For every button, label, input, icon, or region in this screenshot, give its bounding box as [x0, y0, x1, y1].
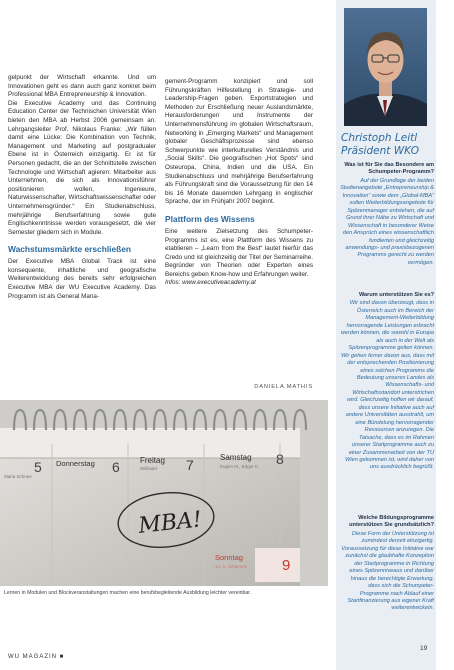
section-heading-growth-markets: Wachstumsmärkte erschließen — [8, 244, 132, 255]
calendar-day-sub: 14. n. Johannes — [215, 564, 248, 569]
calendar-day-number: 6 — [112, 459, 120, 475]
answer: Auf der Grundlage der beiden Studienangebote „Entrepreneurship & Innovation“ sowie dem „Global-MBA“ sollen Weiterbildungsangebote für Spitzenmanager entstehen, die auf Grund ihrer Nähe zu Wirtschaft und Wissenschaft in besonderer Weise den Ansprüch eines wissenschaftlich fundierten und gleichzeitig anwendungs- und praxisbezogenen Programms gerecht zu werden vermögen. — [340, 177, 434, 266]
question: Welche Bildungsprogramme unterstützen Sie grundsätzlich? — [349, 515, 434, 529]
answer: Diese Form der Unterstützung ist zumindest derzeit einzigartig. Voraussetzung für diese Initiative war zunächst die glaubhafte Konzeption der Startprogramme in Richtung eines Spitzenniveaus und darüber hinaus die berechtigte Erwartung, dass sich die Schumpeter-Programme nach Ablauf einer Startfinanzierung aus eigener Kraft weiterentwickeln. — [341, 530, 434, 612]
qa-block-1 — [340, 162, 434, 267]
calendar-day-sub: Maria Schnee — [4, 474, 32, 479]
calendar-illustration — [0, 400, 328, 586]
infos-link[interactable]: www.executiveacademy.at — [182, 279, 256, 287]
paragraph: Eine weitere Zielsetzung des Schumpeter-Programms ist es, eine Plattform des Wissens zu etablieren – „Learn from the Best“ lautet hierfür das Credo und ist gleichzeitig der Titel der Seminarreihe. Begründer von Theorien oder Experten eines Bereichs geben Know-how und Erfahrungen weiter. — [165, 227, 313, 278]
paragraph: Die Executive Academy und das Continuing Education Center der Technischen Universität Wien bieten den MBA ab Herbst 2006 gemeinsam an. Lehrgangsleiter Prof. Nikolaus Franke: „Wir füllen damit eine Lücke: Die Kombination von Technik, Management und Marketing auf postgradualer Ebene ist in Österreich einzigartig. Er ist für Personen gedacht, die an der Schnittstelle zwischen Technologie und Wirtschaft agieren: Mitarbeiter aus Unternehmen, die sich als Innovationsführer positionieren wollen, Ingenieure, Naturwissenschafter, Wirtschaftswissenschafter oder Unternehmensgründer.“ Ein Studienabschluss, mehrjährige Berufserfahrung sowie gute Englischkenntnisse werden vorausgesetzt, die vier Semester gliedern sich in Module. — [8, 99, 156, 236]
interviewee-name — [341, 132, 433, 157]
footer-square-icon: ■ — [59, 654, 65, 660]
paragraph: gelpunkt der Wirtschaft erkannte. Und um Innovationen geht es dann auch ganz konkret beim Professional MBA Entrepreneurship & Innovation. — [8, 74, 156, 99]
paragraph: Der Executive MBA Global Track ist eine konsequente, inhaltliche und geografische Weiterentwicklung des bereits sehr erfolgreichen Executive MBA der WU Executive Academy. Das Programm ist als General Mana- — [8, 258, 156, 300]
question: Was ist für Sie das Besondere am Schumpeter-Programm? — [344, 162, 434, 176]
calendar-day-number: 8 — [276, 451, 284, 467]
interviewee-title: Präsident WKO — [341, 144, 419, 157]
magazine-name: WU MAGAZIN — [8, 654, 57, 660]
infos-line — [165, 279, 313, 288]
section-heading-platform: Plattform des Wissens — [165, 213, 255, 224]
interviewee-name-line: Christoph Leitl — [341, 132, 418, 144]
calendar-day-number: 7 — [186, 457, 194, 473]
calendar-day-sub: Willibald — [140, 466, 157, 471]
calendar-day-name: Samstag — [220, 453, 252, 462]
author-byline: DANIELA MATHIS — [254, 384, 313, 390]
page-number: 19 — [420, 645, 428, 652]
portrait-photo — [344, 8, 427, 126]
calendar-day-sub: Eugen III., Edgar K. — [220, 464, 260, 469]
calendar-day-number: 9 — [282, 557, 291, 574]
calendar-photo — [0, 400, 328, 586]
qa-block-3 — [340, 515, 434, 613]
calendar-day-name: Donnerstag — [56, 459, 95, 468]
question: Warum unterstützen Sie es? — [358, 292, 434, 298]
photo-caption: Lernen in Modulen und Blockveranstaltungen machen eine berufsbegleitende Ausbildung leichter vereinbar. — [4, 590, 252, 596]
magazine-footer — [8, 654, 64, 660]
article-column-2 — [165, 78, 313, 288]
answer: Wir sind davon überzeugt, dass in Österreich auch im Bereich der Management-Weiterbildung hervorragende Leistungen erbracht werden können, die sowohl in Europa als auch in der Welt als Spitzenprogramme gelten können. Wir gehen ferner davon aus, dass mit der entsprechenden Positionierung eines solchen Programms die Bedeutung unseres Landes als Wissenschafts- und Wirtschaftsstandort unterstrichen wird. Gleichzeitig hoffen wir darauf, dass unsere Initiative auch auf andere Universitäten ausstrahlt, um eine Bündelung hervorragender Ressourcen anzuregen. Die Tatsache, dass es im Rahmen unserer Startprogramme auch zu einer Zusammenarbeit von der TU Wien gekommen ist, wird daher von uns ausdrücklich begrüßt. — [340, 300, 434, 471]
infos-label: Infos: — [165, 279, 181, 287]
qa-block-2 — [340, 292, 434, 472]
paragraph: gement-Programm konzipiert und soll Führungskräften Hilfestellung in Strategie- und Leadership-Fragen geben. Exportstrategien und Methoden zur Erschließung neuer Auslandsmärkte, Herausforderungen und Instrumente der Unternehmensführung im globalen Wirtschaftsraum, Networking in „Emerging Markets“ und Management globaler Geschäftsprozesse sind ebenso Schwerpunkte wie interkulturelles Verständnis und „Social Skills“. Die geografischen „Hot Spots“ sind Osteuropa, China, Indien und die USA. Ein Studienabschluss und mehrjährige Berufserfahrung als Führungskraft sind die Voraussetzung für den 14 bis 16 Monate dauernden Lehrgang in englischer Sprache, der im Frühjahr 2007 beginnt. — [165, 78, 313, 206]
calendar-day-name: Freitag — [140, 456, 165, 465]
portrait-illustration — [344, 8, 427, 126]
calendar-day-name: Sonntag — [215, 553, 243, 562]
article-column-1 — [8, 74, 156, 301]
calendar-day-number: 5 — [34, 459, 42, 475]
handwritten-mba: MBA! — [137, 507, 203, 539]
